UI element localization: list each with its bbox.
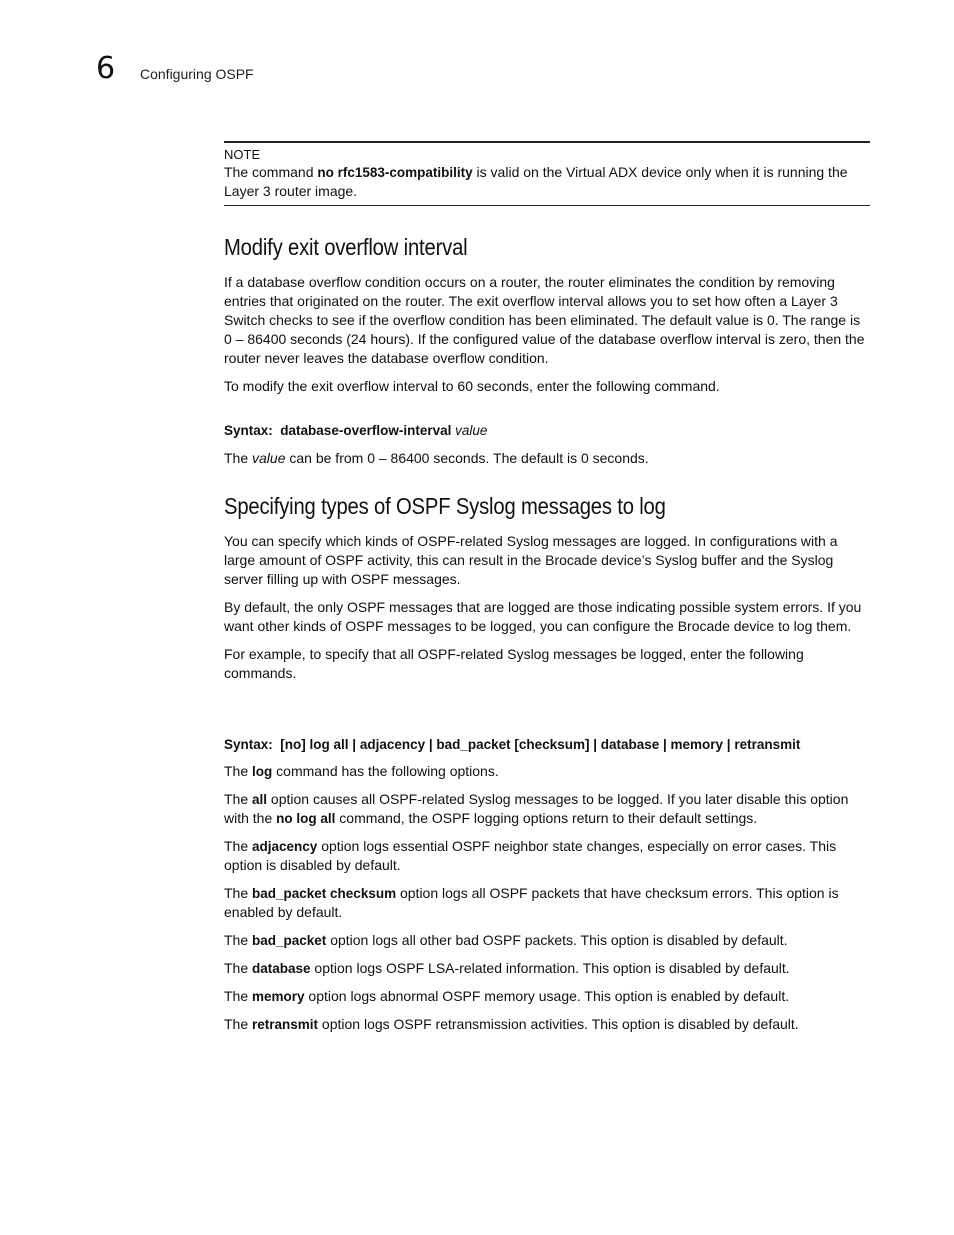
- option-keyword: retransmit: [252, 1017, 319, 1032]
- option-keyword: log: [252, 764, 273, 779]
- option-database: The database option logs OSPF LSA-related information. This option is disabled by default.: [224, 960, 790, 976]
- option-keyword: no log all: [276, 811, 336, 826]
- note-text: [224, 163, 870, 201]
- note-box: [224, 141, 870, 206]
- exit-overflow-paragraph: If a database overflow condition occurs on a router, the router eliminates the condition by removing entries that originated on the router. The exit overflow interval allows you to set how often a Layer 3 Switch checks to see if the overflow condition has been eliminated. The default value is 0. The range is 0 – 86400 seconds (24 hours). If the configured value of the database overflow interval is zero, then the router never leaves the database overflow condition.: [224, 274, 865, 366]
- option-adjacency: The adjacency option logs essential OSPF neighbor state changes, especially on error cases. This option is disabled by default.: [224, 838, 837, 873]
- exit-overflow-syntax: [224, 421, 870, 440]
- exit-overflow-instruction: To modify the exit overflow interval to 60 seconds, enter the following command.: [224, 378, 720, 394]
- syslog-paragraph-3: For example, to specify that all OSPF-related Syslog messages be logged, enter the following commands.: [224, 646, 804, 681]
- chapter-title: Configuring OSPF: [140, 66, 254, 82]
- syntax-command: [no] log all | adjacency | bad_packet [checksum] | database | memory | retransmit: [280, 737, 801, 752]
- page-content: [224, 141, 870, 1034]
- note-text-pre: The command: [224, 164, 318, 180]
- value-post: can be from 0 – 86400 seconds. The default is 0 seconds.: [285, 450, 649, 466]
- syntax-label: Syntax:: [224, 737, 273, 752]
- note-command: no rfc1583-compatibility: [317, 165, 473, 180]
- option-keyword: bad_packet: [252, 933, 327, 948]
- note-label: NOTE: [224, 147, 261, 162]
- option-bad-packet: The bad_packet option logs all other bad OSPF packets. This option is disabled by default.: [224, 932, 788, 948]
- chapter-number: 6: [96, 51, 116, 86]
- note-text-post: is valid on the Virtual ADX device only when it is running the Layer 3 router image.: [224, 164, 848, 199]
- value-pre: The: [224, 450, 253, 466]
- option-memory: The memory option logs abnormal OSPF memory usage. This option is enabled by default.: [224, 988, 790, 1004]
- option-keyword: all: [252, 792, 268, 807]
- option-all: The all option causes all OSPF-related Syslog messages to be logged. If you later disable this option with the no log all command, the OSPF logging options return to their default settings.: [224, 791, 849, 826]
- section-heading-exit-overflow: Modify exit overflow interval: [224, 234, 468, 260]
- option-retransmit: The retransmit option logs OSPF retransmission activities. This option is disabled by default.: [224, 1016, 799, 1032]
- option-keyword: database: [252, 961, 311, 976]
- value-word: value: [252, 450, 286, 466]
- syslog-paragraph-1: You can specify which kinds of OSPF-related Syslog messages are logged. In configurations with a large amount of OSPF activity, this can result in the Brocade device’s Syslog buffer and the Syslog server filling up with OSPF messages.: [224, 533, 838, 587]
- syslog-paragraph-2: By default, the only OSPF messages that are logged are those indicating possible system errors. If you want other kinds of OSPF messages to be logged, you can configure the Brocade device to log them.: [224, 599, 862, 634]
- log-syntax: [224, 735, 870, 754]
- value-range-text: [224, 449, 870, 468]
- syntax-command: database-overflow-interval: [280, 423, 452, 438]
- option-log: The log command has the following options.: [224, 763, 499, 779]
- syntax-label: Syntax:: [224, 423, 273, 438]
- section-heading-syslog: Specifying types of OSPF Syslog messages to log: [224, 493, 666, 519]
- option-bad-packet-checksum: The bad_packet checksum option logs all OSPF packets that have checksum errors. This option is enabled by default.: [224, 885, 839, 920]
- option-keyword: memory: [252, 989, 305, 1004]
- option-keyword: adjacency: [252, 839, 318, 854]
- option-keyword: bad_packet checksum: [252, 886, 397, 901]
- syntax-param: value: [455, 423, 488, 438]
